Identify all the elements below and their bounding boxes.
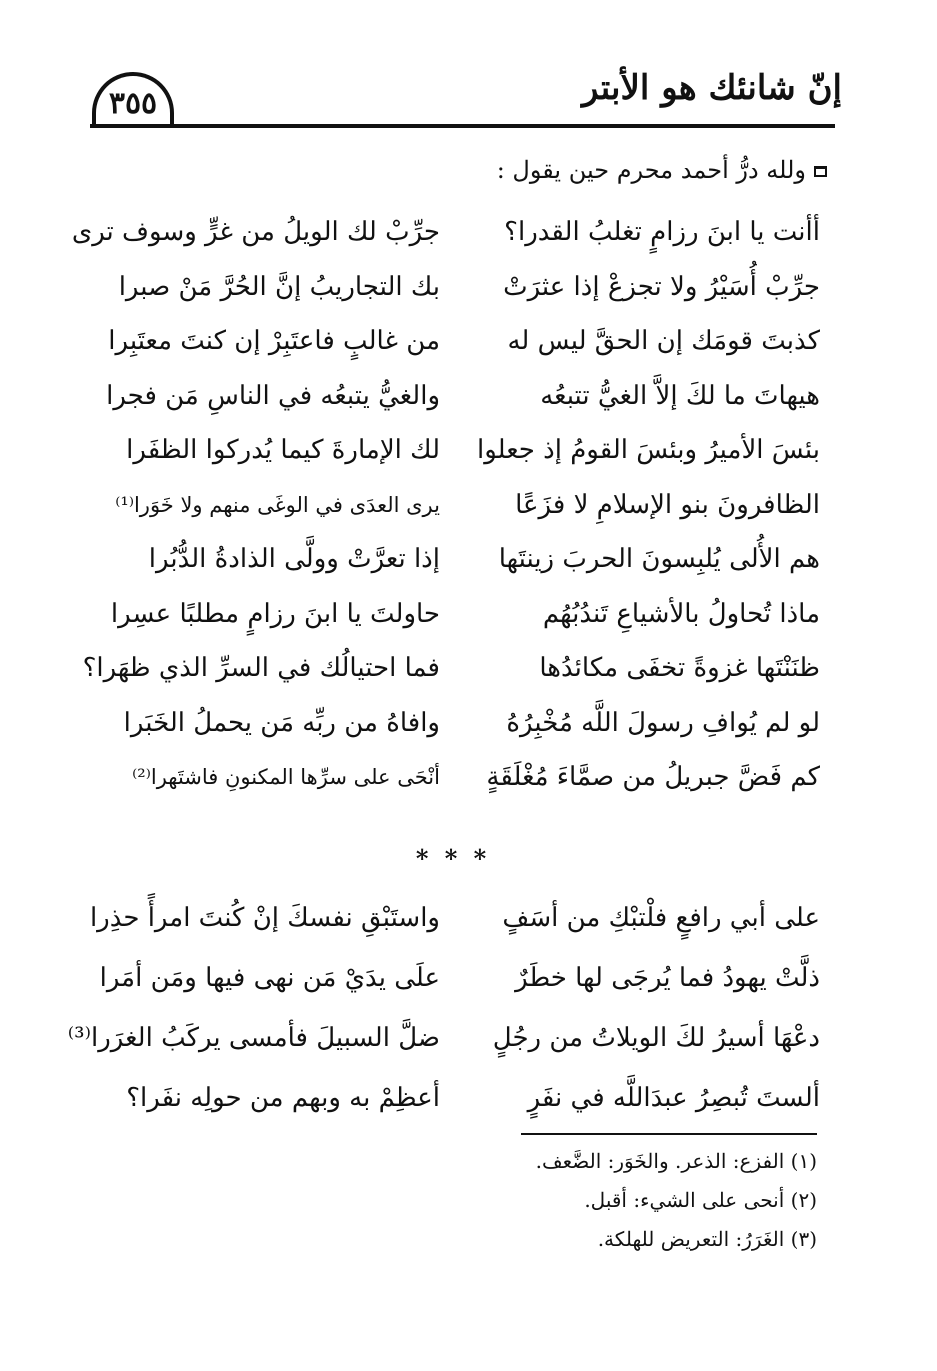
verse <box>80 888 820 948</box>
verse-second-half: أنْحَى على سرِّها المكنونِ فاشتَهرا⁽²⁾ <box>132 765 440 789</box>
verse-second-half: وافاهُ من ربِّه مَن يحملُ الخَبَرا <box>123 707 440 738</box>
verse-second-half: علَى يدَيْ مَن نهى فيها ومَن أمَرا <box>99 963 440 993</box>
verse-second-half: بك التجاريبُ إنَّ الحُرَّ مَنْ صبرا <box>118 271 440 302</box>
verse-first-half: كم فَضَّ جبريلُ من صمَّاءَ مُغْلَقَةٍ <box>486 762 820 792</box>
header-rule <box>90 124 835 128</box>
verse-first-half: ماذا تُحاولُ بالأشياعِ تَندُبُهُم <box>542 598 820 629</box>
verse <box>80 750 820 805</box>
verse <box>71 205 820 260</box>
verse-first-half: كذبتَ قومَك إن الحقَّ ليس له <box>507 326 820 356</box>
verse-second-half: ضلَّ السبيلَ فأمسى يركَبُ الغرَرا⁽³⁾ <box>67 1023 440 1053</box>
verse-second-half: من غالبٍ فاعتَبِرْ إن كنتَ معتَبِرا <box>108 326 440 356</box>
verse-first-half: هم الأُلى يُلبِسونَ الحربَ زينتَها <box>498 544 820 574</box>
verse-first-half: ظنَنْتَها غزوةً تخفَى مكائدُها <box>539 653 820 683</box>
verse <box>80 369 820 424</box>
verse <box>80 314 820 369</box>
verse-second-half: أعظِمْ به وبهم من حولِه نفَرا؟ <box>126 1083 440 1113</box>
verse <box>80 641 820 696</box>
verse-second-half: والغيُّ يتبعُه في الناسِ مَن فجرا <box>106 380 440 411</box>
poem-1 <box>71 205 820 805</box>
verse <box>67 1008 820 1068</box>
poem-2 <box>67 888 820 1128</box>
running-header-title: إنّ شانئك هو الأبتر <box>582 68 842 108</box>
section-separator: * * * <box>415 844 491 873</box>
intro-text: ولله درُّ أحمد محرم حين يقول : <box>496 156 806 184</box>
verse-second-half: لك الإمارةَ كيما يُدركوا الظفَرا <box>126 435 440 465</box>
footnotes <box>257 1142 817 1259</box>
verse-first-half: على أبي رافعٍ فلْتبْكِ من أسَفٍ <box>502 903 820 933</box>
footnote-rule <box>521 1133 817 1135</box>
verse <box>80 260 820 315</box>
verse-first-half: بئسَ الأميرُ وبئسَ القومُ إذ جعلوا <box>476 435 820 465</box>
verse <box>80 948 820 1008</box>
square-bullet-icon <box>814 166 827 177</box>
footnote: (٣) الغَرَرُ: التعريض للهلكة. <box>597 1227 817 1251</box>
verse-second-half: جرِّبْ لك الويلُ من غرٍّ وسوف ترى <box>71 217 440 247</box>
verse-first-half: هيهاتَ ما لكَ إلاَّ الغيُّ تتبعُه <box>540 380 820 411</box>
verse-second-half: يرى العدَى في الوغَى منهم ولا خَوَرا⁽¹⁾ <box>115 492 440 517</box>
verse <box>80 478 820 533</box>
footnote: (١) الفزع: الذعر. والخَوَر: الضَّعف. <box>535 1149 817 1173</box>
verse-second-half: فما احتيالُك في السرِّ الذي ظهَرا؟ <box>82 653 440 683</box>
verse-second-half: واستَبْقِ نفسكَ إنْ كُنتَ امرأً حذِرا <box>89 903 440 933</box>
intro-line <box>427 150 827 190</box>
verse <box>80 1068 820 1128</box>
page-number: ٣٥٥ <box>92 72 174 126</box>
verse-first-half: لو لم يُوافِ رسولَ اللَّه مُخْبِرُهُ <box>506 707 820 738</box>
verse <box>80 587 820 642</box>
verse-first-half: جرِّبْ أُسَيْرُ ولا تجزعْ إذا عثرَتْ <box>503 271 820 302</box>
verse-first-half: الظافرونَ بنو الإسلامِ لا فزَعًا <box>515 489 820 520</box>
verse-second-half: إذا تعرَّتْ وولَّى الذادةُ الدُّبُرا <box>148 544 440 574</box>
verse-second-half: حاولتَ يا ابنَ رزامٍ مطلبًا عسِرا <box>110 598 440 629</box>
verse-first-half: أأنت يا ابنَ رزامٍ تغلبُ القدرا؟ <box>504 217 820 247</box>
verse <box>80 696 820 751</box>
footnote: (٢) أنحى على الشيء: أقبل. <box>584 1188 817 1212</box>
verse <box>80 423 820 478</box>
verse <box>80 532 820 587</box>
verse-first-half: ألستَ تُبصِرُ عبدَاللَّه في نفَرٍ <box>527 1083 820 1113</box>
verse-first-half: دعْهَا أسيرُ لكَ الويلاتُ من رجُلٍ <box>492 1023 820 1053</box>
verse-first-half: ذلَّتْ يهودُ فما يُرجَى لها خطَرٌ <box>515 963 820 993</box>
